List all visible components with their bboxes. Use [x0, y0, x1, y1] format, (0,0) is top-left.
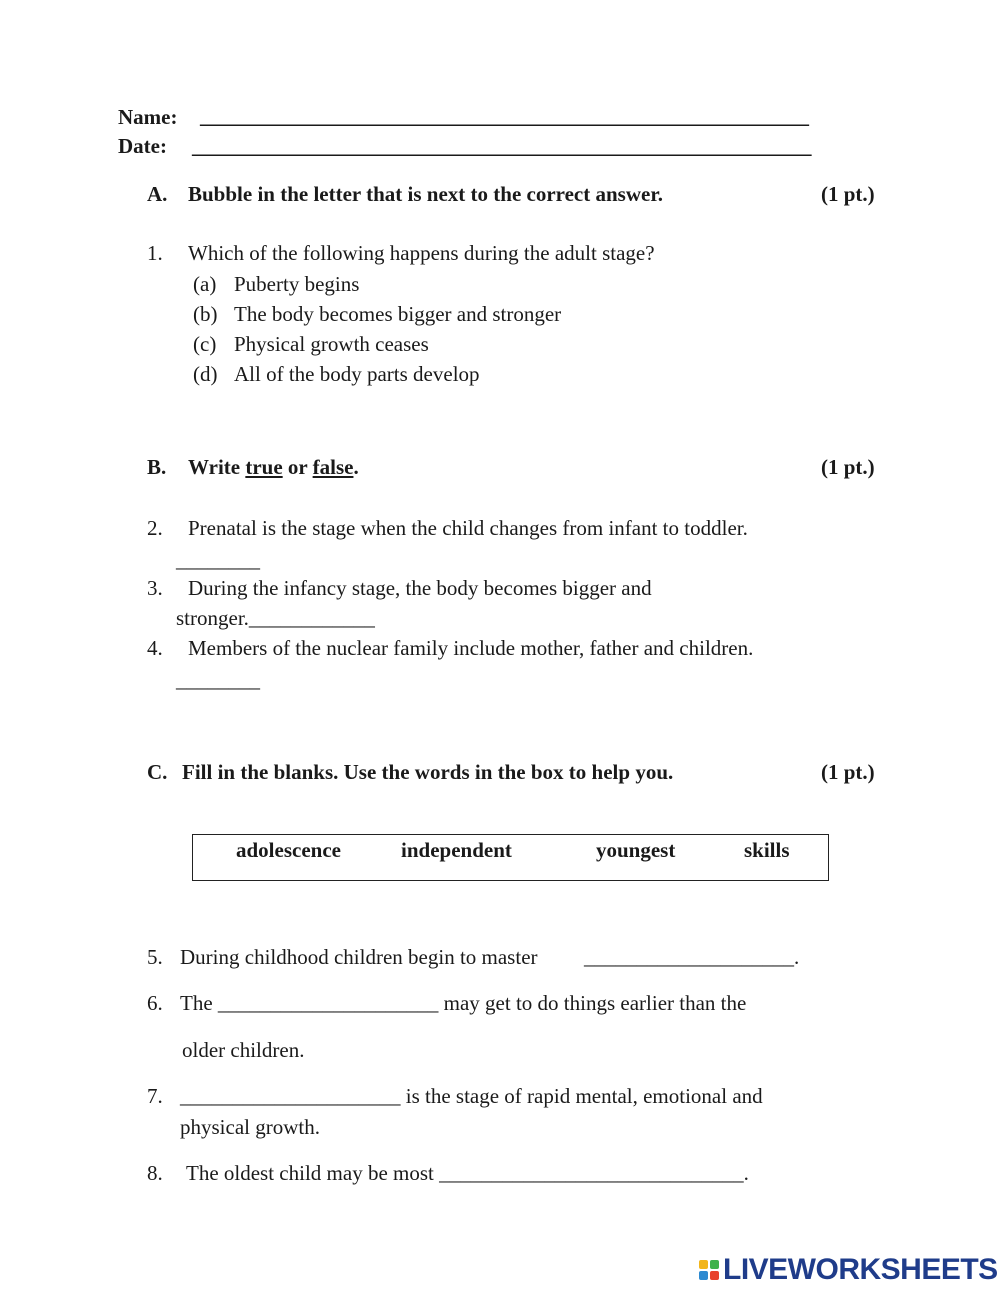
option-letter[interactable]: (b) — [193, 302, 218, 326]
q8-number: 8. — [147, 1161, 163, 1185]
section-a-instruction: Bubble in the letter that is next to the correct answer. — [188, 182, 663, 206]
q1-number: 1. — [147, 241, 163, 265]
name-label: Name: — [118, 105, 178, 129]
q4-text: Members of the nuclear family include mother, father and children. — [188, 636, 754, 660]
q5-text: During childhood children begin to master — [180, 945, 538, 969]
q5-answer-blank[interactable]: ____________________. — [584, 945, 800, 969]
option-text: Puberty begins — [234, 272, 360, 296]
logo-square — [699, 1260, 708, 1269]
q7-text[interactable]: _____________________ is the stage of rapid mental, emotional and — [180, 1084, 763, 1108]
section-c-points: (1 pt.) — [821, 760, 875, 784]
false-word: false — [312, 455, 354, 479]
section-b-letter: B. — [147, 455, 167, 479]
q6-text-line2: older children. — [182, 1038, 305, 1062]
option-text: Physical growth ceases — [234, 332, 429, 356]
q7-text-line2: physical growth. — [180, 1115, 320, 1139]
section-a-points: (1 pt.) — [821, 182, 875, 206]
word-box-word: adolescence — [236, 838, 341, 862]
q1-text: Which of the following happens during the adult stage? — [188, 241, 655, 265]
write-word: Write — [188, 455, 241, 479]
section-c-letter: C. — [147, 760, 168, 784]
option-text: All of the body parts develop — [234, 362, 480, 386]
section-a-letter: A. — [147, 182, 168, 206]
logo-mark-icon — [699, 1260, 719, 1280]
option-text: The body becomes bigger and stronger — [234, 302, 562, 326]
date-label: Date: — [118, 134, 167, 158]
word-box-word: youngest — [596, 838, 676, 862]
q6-number: 6. — [147, 991, 163, 1015]
name-line[interactable]: __________________________________________________________ — [200, 104, 809, 128]
q2-text: Prenatal is the stage when the child changes from infant to toddler. — [188, 516, 748, 540]
section-b-instruction — [188, 457, 359, 478]
q6-text[interactable]: The _____________________ may get to do things earlier than the — [180, 991, 747, 1015]
q3-text: During the infancy stage, the body becomes bigger and — [188, 576, 652, 600]
option-letter[interactable]: (c) — [193, 332, 217, 356]
logo-square — [710, 1260, 719, 1269]
q2-answer-blank[interactable]: ________ — [176, 548, 260, 572]
logo-square — [710, 1271, 719, 1280]
section-c-instruction: Fill in the blanks. Use the words in the box to help you. — [182, 760, 674, 784]
logo-square — [699, 1271, 708, 1280]
or-word: or — [287, 455, 308, 479]
q2-number: 2. — [147, 516, 163, 540]
word-box-word: skills — [744, 838, 790, 862]
option-letter[interactable]: (a) — [193, 272, 217, 296]
q3-number: 3. — [147, 576, 163, 600]
period: . — [353, 455, 359, 479]
liveworksheets-logo — [699, 1255, 998, 1285]
q8-text[interactable]: The oldest child may be most _____________________________. — [186, 1161, 749, 1185]
logo-text: LIVEWORKSHEETS — [723, 1253, 998, 1286]
q4-number: 4. — [147, 636, 163, 660]
q4-answer-blank[interactable]: ________ — [176, 668, 260, 692]
date-line[interactable]: ___________________________________________________________ — [192, 134, 812, 158]
true-word: true — [245, 455, 283, 479]
q5-number: 5. — [147, 945, 163, 969]
option-letter[interactable]: (d) — [193, 362, 218, 386]
section-b-points: (1 pt.) — [821, 455, 875, 479]
q7-number: 7. — [147, 1084, 163, 1108]
word-box-word: independent — [401, 838, 512, 862]
q3-text-line2[interactable]: stronger.____________ — [176, 606, 375, 630]
